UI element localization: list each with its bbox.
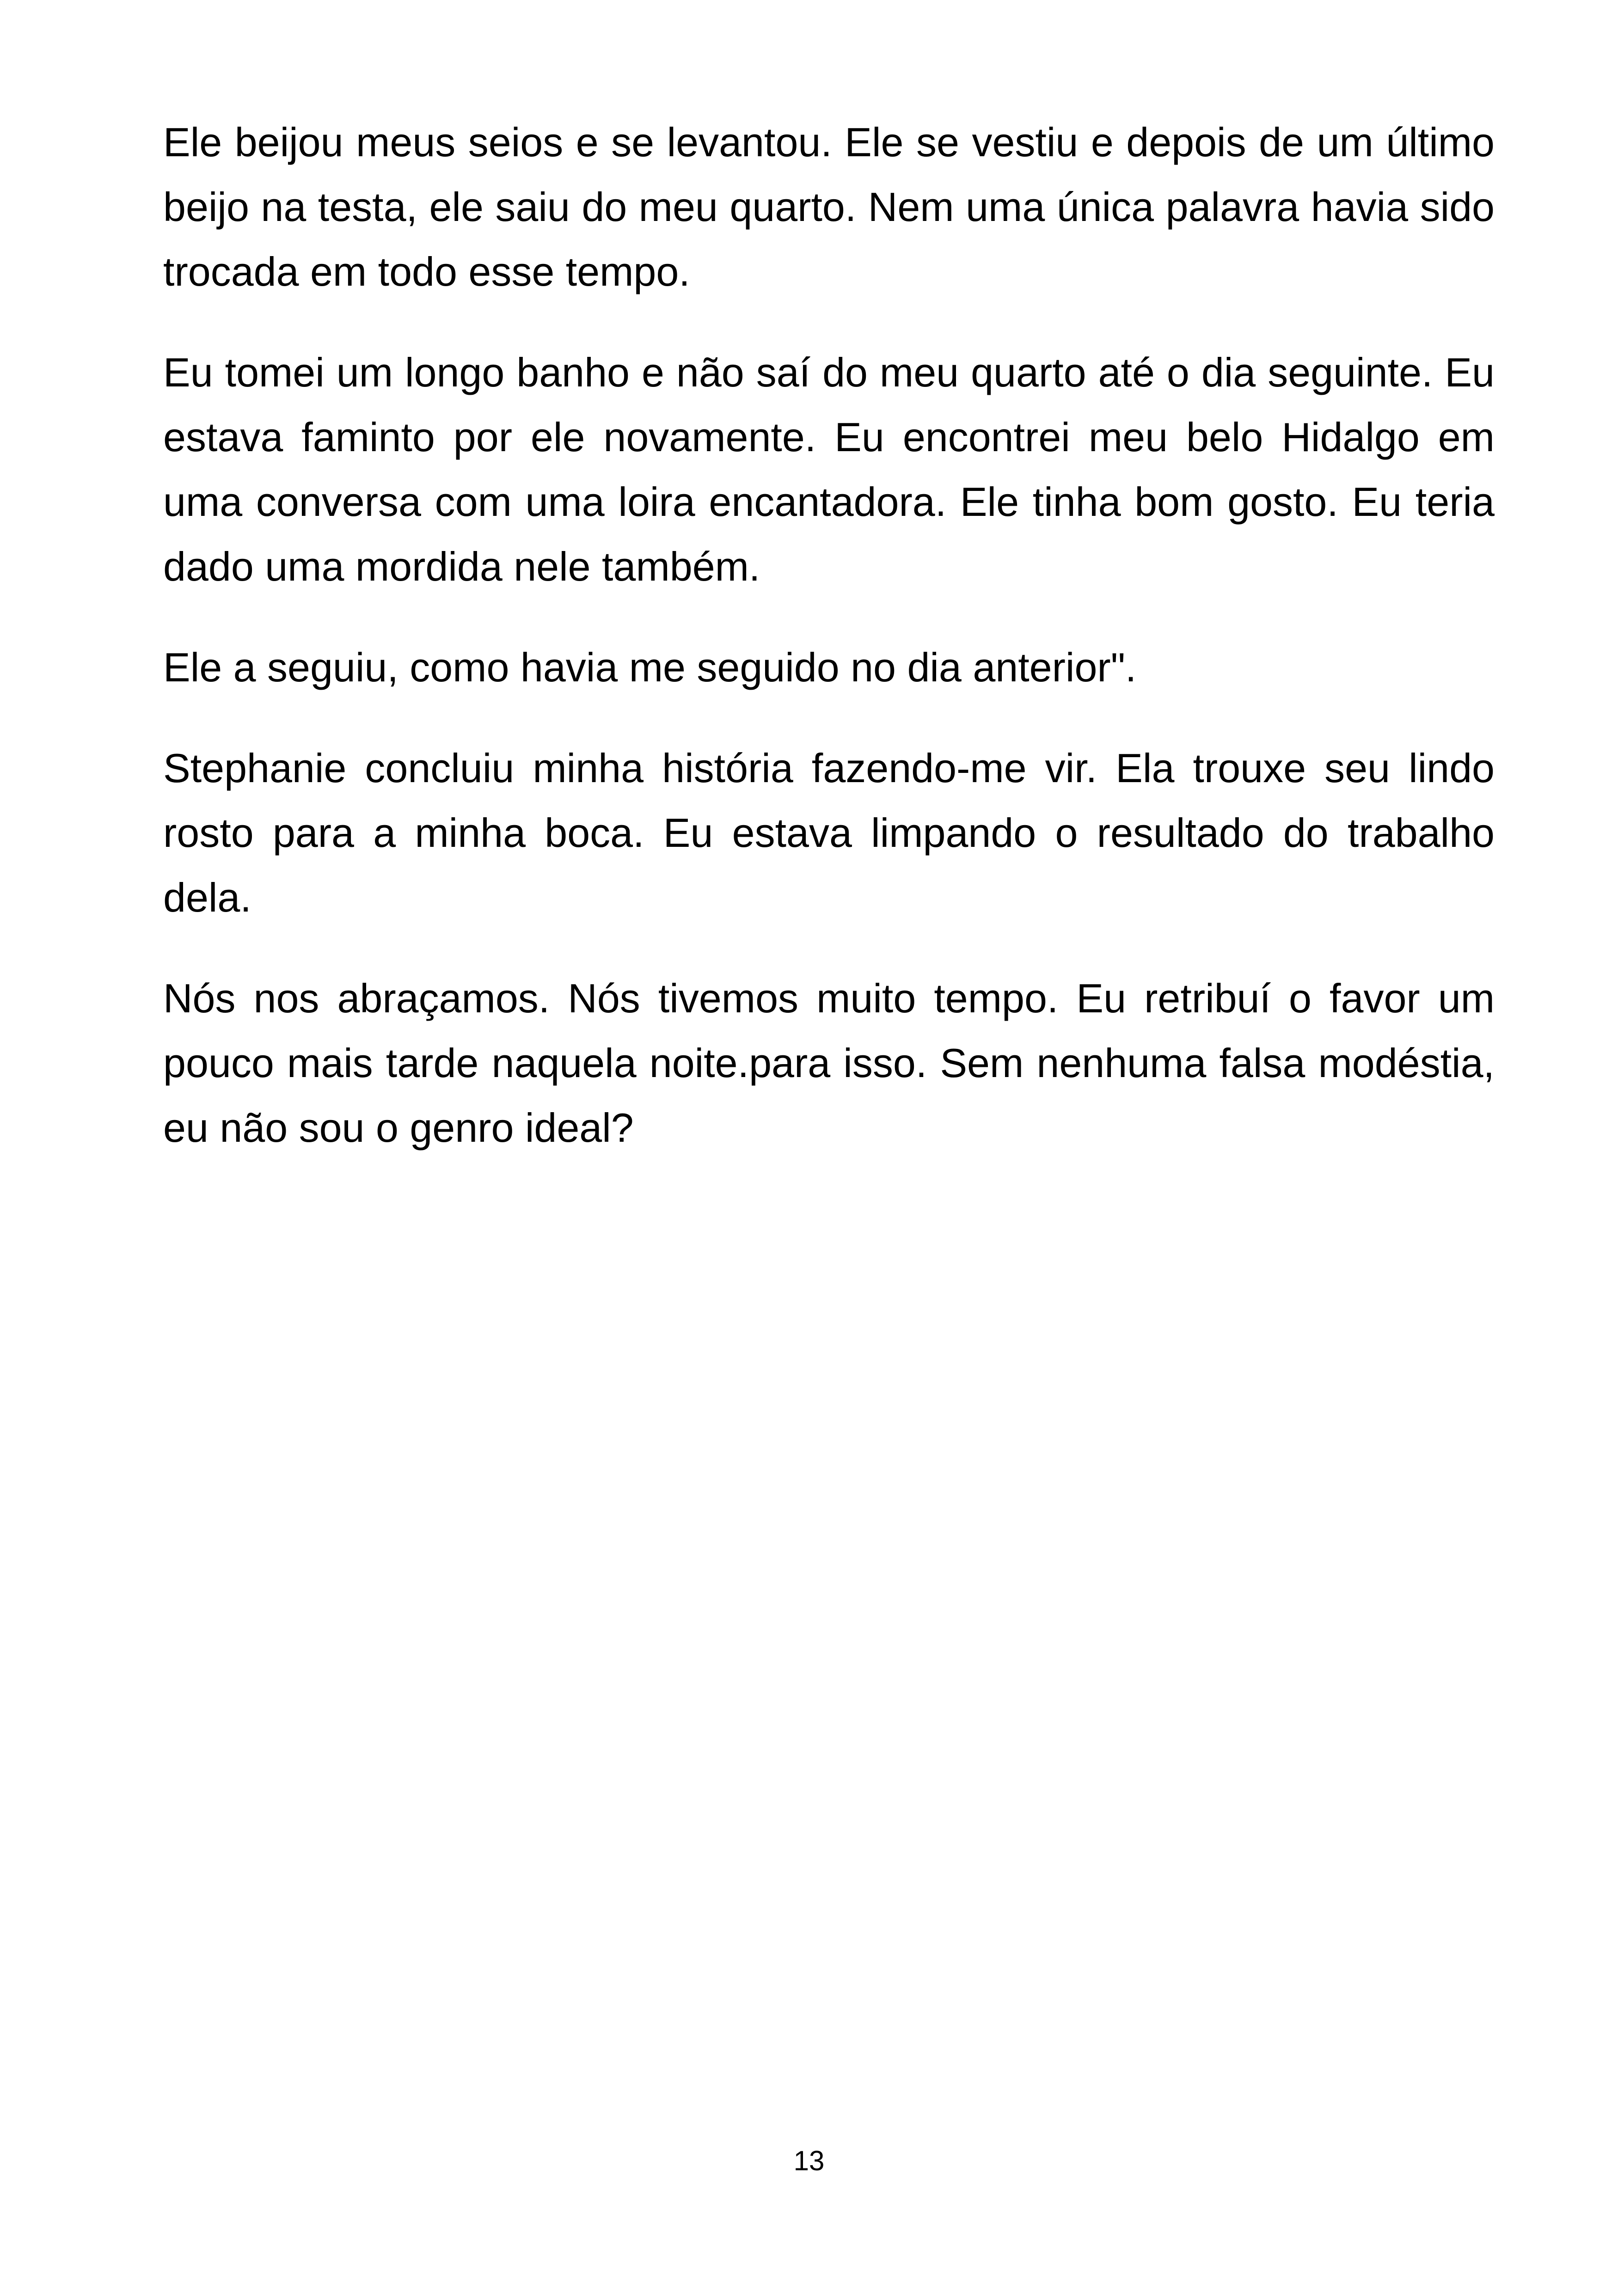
page-number: 13 bbox=[793, 2145, 825, 2176]
paragraph-5: Nós nos abraçamos. Nós tivemos muito tempo. Eu retribuí o favor um pouco mais tarde naquela noite.para isso. Sem nenhuma falsa modéstia, eu não sou o genro ideal? bbox=[163, 975, 1495, 1151]
body-text bbox=[163, 110, 1495, 1196]
paragraph-3: Ele a seguiu, como havia me seguido no dia anterior". bbox=[163, 644, 1137, 690]
paragraph-1: Ele beijou meus seios e se levantou. Ele se vestiu e depois de um último beijo na testa, ele saiu do meu quarto. Nem uma única palavra havia sido trocada em todo esse tempo. bbox=[163, 119, 1495, 294]
paragraph-4: Stephanie concluiu minha história fazendo-me vir. Ela trouxe seu lindo rosto para a minha boca. Eu estava limpando o resultado do trabalho dela. bbox=[163, 745, 1495, 920]
paragraph-2: Eu tomei um longo banho e não saí do meu quarto até o dia seguinte. Eu estava faminto por ele novamente. Eu encontrei meu belo Hidalgo em uma conversa com uma loira encantadora. Ele tinha bom gosto. Eu teria dado uma mordida nele também. bbox=[163, 349, 1495, 589]
